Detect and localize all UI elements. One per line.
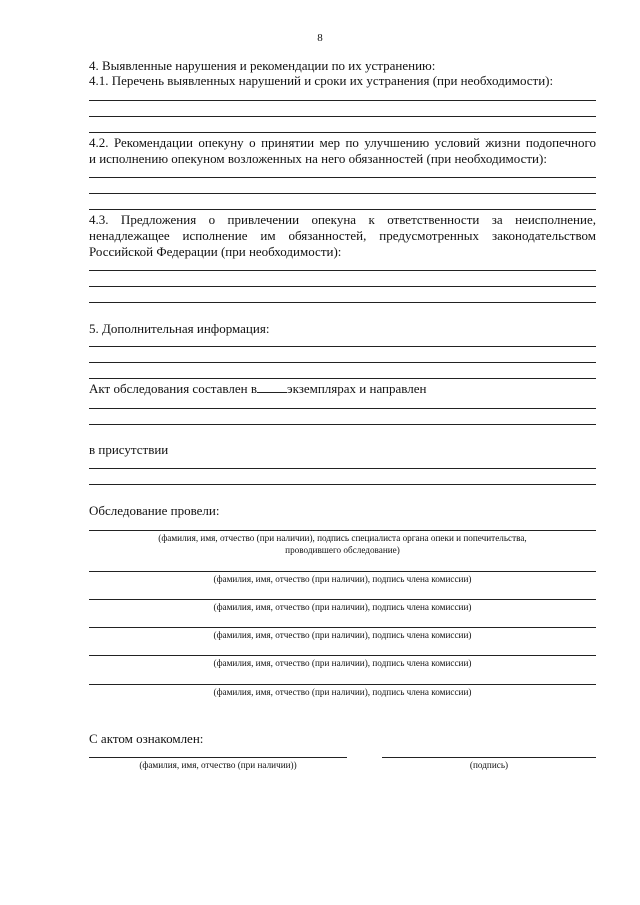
answer-line	[89, 100, 596, 101]
survey-label: Обследование провели:	[89, 503, 220, 518]
answer-line	[89, 177, 596, 178]
member-signature-line	[89, 599, 596, 600]
section-4-3-line-2: ненадлежащее исполнение им обязанностей, предусмотренных законодательством	[89, 228, 596, 243]
answer-line	[89, 286, 596, 287]
answer-line	[89, 408, 596, 409]
specialist-caption-line-2: проводившего обследование)	[285, 545, 400, 555]
section-4-3-line-1: 4.3. Предложения о привлечении опекуна к ответственности за неисполнение,	[89, 212, 596, 227]
answer-line	[89, 424, 596, 425]
page-number: 8	[317, 32, 323, 44]
specialist-caption-line-1: (фамилия, имя, отчество (при наличии), подпись специалиста органа опеки и попечительства,	[158, 533, 527, 543]
answer-line	[89, 132, 596, 133]
signature-line	[382, 757, 596, 758]
presence-label: в присутствии	[89, 442, 169, 457]
member-caption: (фамилия, имя, отчество (при наличии), подпись члена комиссии)	[213, 658, 472, 668]
answer-line	[89, 362, 596, 363]
section-4-1-text: 4.1. Перечень выявленных нарушений и сроки их устранения (при необходимости):	[89, 73, 554, 88]
section-4-title: 4. Выявленные нарушения и рекомендации по их устранению:	[89, 58, 436, 73]
answer-line	[89, 484, 596, 485]
answer-line	[89, 193, 596, 194]
section-4-2-line-2: и исполнению опекуном возложенных на него обязанностей (при необходимости):	[89, 151, 547, 166]
member-signature-line	[89, 655, 596, 656]
answer-line	[89, 378, 596, 379]
familiarized-label: С актом ознакомлен:	[89, 731, 204, 746]
member-caption: (фамилия, имя, отчество (при наличии), подпись члена комиссии)	[213, 687, 472, 697]
section-4-2-line-1: 4.2. Рекомендации опекуну о принятии мер по улучшению условий жизни подопечного	[89, 135, 596, 150]
answer-line	[89, 302, 596, 303]
act-copies-suffix: экземплярах и направлен	[286, 381, 427, 396]
member-caption: (фамилия, имя, отчество (при наличии), подпись члена комиссии)	[213, 630, 472, 640]
member-signature-line	[89, 627, 596, 628]
name-caption: (фамилия, имя, отчество (при наличии))	[139, 760, 297, 770]
answer-line	[89, 116, 596, 117]
act-copies-text	[89, 380, 426, 397]
answer-line	[89, 346, 596, 347]
section-5-title: 5. Дополнительная информация:	[89, 321, 270, 336]
act-copies-prefix: Акт обследования составлен в	[89, 381, 257, 396]
answer-line	[89, 209, 596, 210]
answer-line	[89, 270, 596, 271]
section-4-3-line-3: Российской Федерации (при необходимости):	[89, 244, 342, 259]
member-caption: (фамилия, имя, отчество (при наличии), подпись члена комиссии)	[213, 602, 472, 612]
copies-count-blank[interactable]	[257, 380, 287, 393]
member-signature-line	[89, 571, 596, 572]
signature-caption: (подпись)	[469, 760, 509, 770]
specialist-signature-line	[89, 530, 596, 531]
member-caption: (фамилия, имя, отчество (при наличии), подпись члена комиссии)	[213, 574, 472, 584]
name-line	[89, 757, 347, 758]
answer-line	[89, 468, 596, 469]
member-signature-line	[89, 684, 596, 685]
